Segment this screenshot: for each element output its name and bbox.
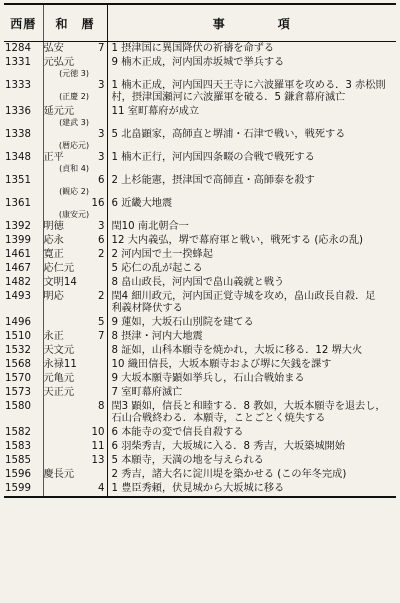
western-year: 1336 (4, 105, 43, 128)
event-cell (107, 482, 396, 497)
event-text: 9 楠木正成，河内国赤坂城で挙兵する (111, 57, 285, 68)
event-text: 2 上杉能憲，摂津国で高師直・高師泰を殺す (111, 175, 315, 186)
western-year: 1568 (4, 358, 43, 372)
western-year: 1585 (4, 454, 43, 468)
event-cell (107, 330, 396, 344)
japanese-era-cell (43, 468, 107, 482)
event-cell (107, 426, 396, 440)
era-name: 天正元 (43, 387, 75, 398)
event-cell (107, 128, 396, 151)
event-cell (107, 220, 396, 234)
era-name: 天文元 (43, 345, 75, 356)
japanese-era-cell (43, 42, 107, 57)
japanese-era-cell (43, 128, 107, 151)
event-text: 1 楠木正行，河内国四条畷の合戦で戦死する (111, 152, 315, 163)
event-text: 1 楠木正成，河内国四天王寺に六波羅軍を攻める．3 赤松則 (111, 80, 386, 91)
japanese-era-cell (43, 372, 107, 386)
table-row (4, 400, 396, 426)
event-cell (107, 454, 396, 468)
event-text: 8 摂津・河内大地震 (111, 331, 203, 342)
event-text: 2 河内国で土一揆蜂起 (111, 249, 213, 260)
era-year: 8 (98, 401, 105, 412)
japanese-era-cell (43, 262, 107, 276)
western-year: 1333 (4, 79, 43, 105)
table-row (4, 330, 396, 344)
era-year: 3 (98, 80, 105, 91)
japanese-era-cell (43, 276, 107, 290)
event-text: 8 証如，山科本願寺を焼かれ，大坂に移る．12 堺大火 (111, 345, 363, 356)
japanese-era-cell (43, 197, 107, 220)
event-cell (107, 197, 396, 220)
western-year: 1399 (4, 234, 43, 248)
event-cell (107, 174, 396, 197)
event-text: 6 本能寺の変で信長自殺する (111, 427, 244, 438)
event-cell (107, 440, 396, 454)
table-row (4, 276, 396, 290)
alt-era-note: (康安元) (58, 210, 90, 219)
era-year: 3 (98, 221, 105, 232)
table-row (4, 372, 396, 386)
event-text: 10 織田信長，大坂本願寺および堺に矢銭を課す (111, 359, 332, 370)
table-row (4, 234, 396, 248)
header-events: 事 項 (107, 4, 396, 42)
era-name: 弘安 (43, 43, 64, 54)
japanese-era-cell (43, 79, 107, 105)
alt-era-note: (貞和 4) (59, 164, 89, 173)
western-year: 1570 (4, 372, 43, 386)
event-text: 2 秀吉，諸大名に淀川堤を築かせる (この年冬完成) (111, 469, 347, 480)
era-year: 10 (91, 427, 105, 438)
western-year: 1582 (4, 426, 43, 440)
japanese-era-cell (43, 358, 107, 372)
japanese-era-cell (43, 105, 107, 128)
alt-era-note: (観応 2) (59, 187, 89, 196)
era-name: 寛正 (43, 249, 64, 260)
event-text: 閏4 細川政元，河内国正覚寺城を攻め，畠山政長自殺．足 (111, 291, 376, 302)
era-year: 11 (91, 441, 105, 452)
event-text: 12 大内義弘，堺で幕府軍と戦い，戦死する (応永の乱) (111, 235, 364, 246)
era-name: 応永 (43, 235, 64, 246)
table-row (4, 468, 396, 482)
era-name: 永禄11 (43, 359, 77, 370)
western-year: 1392 (4, 220, 43, 234)
era-year: 4 (98, 483, 105, 494)
japanese-era-cell (43, 56, 107, 79)
western-year: 1338 (4, 128, 43, 151)
event-text: 1 豊臣秀頼，伏見城から大坂城に移る (111, 483, 285, 494)
event-text: 5 応仁の乱が起こる (111, 263, 203, 274)
table-row (4, 482, 396, 497)
era-name: 元弘元 (43, 57, 75, 68)
table-header-row (4, 4, 396, 42)
event-cell (107, 468, 396, 482)
japanese-era-cell (43, 151, 107, 174)
event-cell (107, 42, 396, 57)
event-cell (107, 276, 396, 290)
event-cell (107, 248, 396, 262)
event-cell (107, 358, 396, 372)
western-year: 1532 (4, 344, 43, 358)
western-year: 1599 (4, 482, 43, 497)
alt-era-note: (暦応元) (58, 141, 90, 150)
western-year: 1461 (4, 248, 43, 262)
japanese-era-cell (43, 330, 107, 344)
era-year: 7 (98, 43, 105, 54)
table-row (4, 248, 396, 262)
event-cell (107, 79, 396, 105)
event-cell (107, 151, 396, 174)
western-year: 1493 (4, 290, 43, 316)
event-text: 5 北畠顕家，高師直と堺浦・石津で戦い，戦死する (111, 129, 346, 140)
table-row (4, 454, 396, 468)
era-year: 13 (91, 455, 105, 466)
table-row (4, 220, 396, 234)
event-text-continued: 村，摂津国瀬河に六波羅軍を破る．5 鎌倉幕府滅亡 (111, 92, 346, 103)
era-year: 3 (98, 152, 105, 163)
era-year: 6 (98, 235, 105, 246)
header-western-year: 西暦 (4, 4, 43, 42)
western-year: 1482 (4, 276, 43, 290)
western-year: 1510 (4, 330, 43, 344)
table-row (4, 79, 396, 105)
alt-era-note: (建武 3) (59, 118, 89, 127)
era-year: 3 (98, 129, 105, 140)
japanese-era-cell (43, 386, 107, 400)
table-row (4, 290, 396, 316)
table-row (4, 56, 396, 79)
western-year: 1580 (4, 400, 43, 426)
western-year: 1351 (4, 174, 43, 197)
era-name: 元亀元 (43, 373, 75, 384)
western-year: 1348 (4, 151, 43, 174)
era-name: 明徳 (43, 221, 64, 232)
table-row (4, 358, 396, 372)
japanese-era-cell (43, 400, 107, 426)
event-cell (107, 400, 396, 426)
japanese-era-cell (43, 426, 107, 440)
era-year: 2 (98, 291, 105, 302)
era-name: 応仁元 (43, 263, 75, 274)
table-row (4, 426, 396, 440)
japanese-era-cell (43, 454, 107, 468)
era-year: 5 (98, 317, 105, 328)
era-name: 正平 (43, 152, 64, 163)
table-row (4, 197, 396, 220)
event-cell (107, 290, 396, 316)
event-text-continued: 石山合戦終わる．本願寺，ことごとく焼失する (111, 413, 326, 424)
western-year: 1596 (4, 468, 43, 482)
western-year: 1467 (4, 262, 43, 276)
era-name: 慶長元 (43, 469, 75, 480)
table-row (4, 386, 396, 400)
era-name: 文明14 (43, 277, 77, 288)
era-year: 7 (98, 331, 105, 342)
event-text: 9 蓮如，大坂石山別院を建てる (111, 317, 254, 328)
chronology-page (4, 3, 396, 597)
event-cell (107, 344, 396, 358)
table-row (4, 344, 396, 358)
event-text: 7 室町幕府滅亡 (111, 387, 183, 398)
event-text: 9 大坂本願寺顕如挙兵し，石山合戦始まる (111, 373, 305, 384)
event-cell (107, 316, 396, 330)
japanese-era-cell (43, 248, 107, 262)
header-japanese-era: 和 暦 (43, 4, 107, 42)
table-row (4, 128, 396, 151)
table-row (4, 151, 396, 174)
event-text: 6 近畿大地震 (111, 198, 173, 209)
japanese-era-cell (43, 440, 107, 454)
table-row (4, 316, 396, 330)
western-year: 1361 (4, 197, 43, 220)
western-year: 1573 (4, 386, 43, 400)
alt-era-note: (元徳 3) (59, 69, 89, 78)
chronology-table (4, 3, 396, 498)
event-cell (107, 372, 396, 386)
event-text-continued: 利義材降伏する (111, 303, 183, 314)
event-cell (107, 105, 396, 128)
event-cell (107, 262, 396, 276)
table-row (4, 174, 396, 197)
event-text: 1 摂津国に異国降伏の祈禱を命ずる (111, 43, 275, 54)
japanese-era-cell (43, 290, 107, 316)
era-year: 16 (91, 198, 105, 209)
western-year: 1496 (4, 316, 43, 330)
japanese-era-cell (43, 174, 107, 197)
table-row (4, 42, 396, 57)
event-text: 8 畠山政長，河内国で畠山義就と戦う (111, 277, 285, 288)
japanese-era-cell (43, 234, 107, 248)
event-text: 6 羽柴秀吉，大坂城に入る．8 秀吉，大坂築城開始 (111, 441, 345, 452)
japanese-era-cell (43, 482, 107, 497)
event-text: 閏3 顕如，信長と和睦する．8 教如，大坂本願寺を退去し， (111, 401, 386, 412)
event-cell (107, 56, 396, 79)
western-year: 1583 (4, 440, 43, 454)
event-text: 閏10 南北朝合一 (111, 221, 189, 232)
era-year: 6 (98, 175, 105, 186)
event-cell (107, 234, 396, 248)
japanese-era-cell (43, 316, 107, 330)
era-name: 延元元 (43, 106, 75, 117)
event-text: 5 本願寺，天満の地を与えられる (111, 455, 264, 466)
western-year: 1284 (4, 42, 43, 57)
western-year: 1331 (4, 56, 43, 79)
alt-era-note: (正慶 2) (59, 92, 89, 101)
event-text: 11 室町幕府が成立 (111, 106, 200, 117)
table-row (4, 440, 396, 454)
table-row (4, 262, 396, 276)
japanese-era-cell (43, 344, 107, 358)
event-cell (107, 386, 396, 400)
era-year: 2 (98, 249, 105, 260)
era-name: 明応 (43, 291, 64, 302)
table-row (4, 105, 396, 128)
japanese-era-cell (43, 220, 107, 234)
era-name: 永正 (43, 331, 64, 342)
